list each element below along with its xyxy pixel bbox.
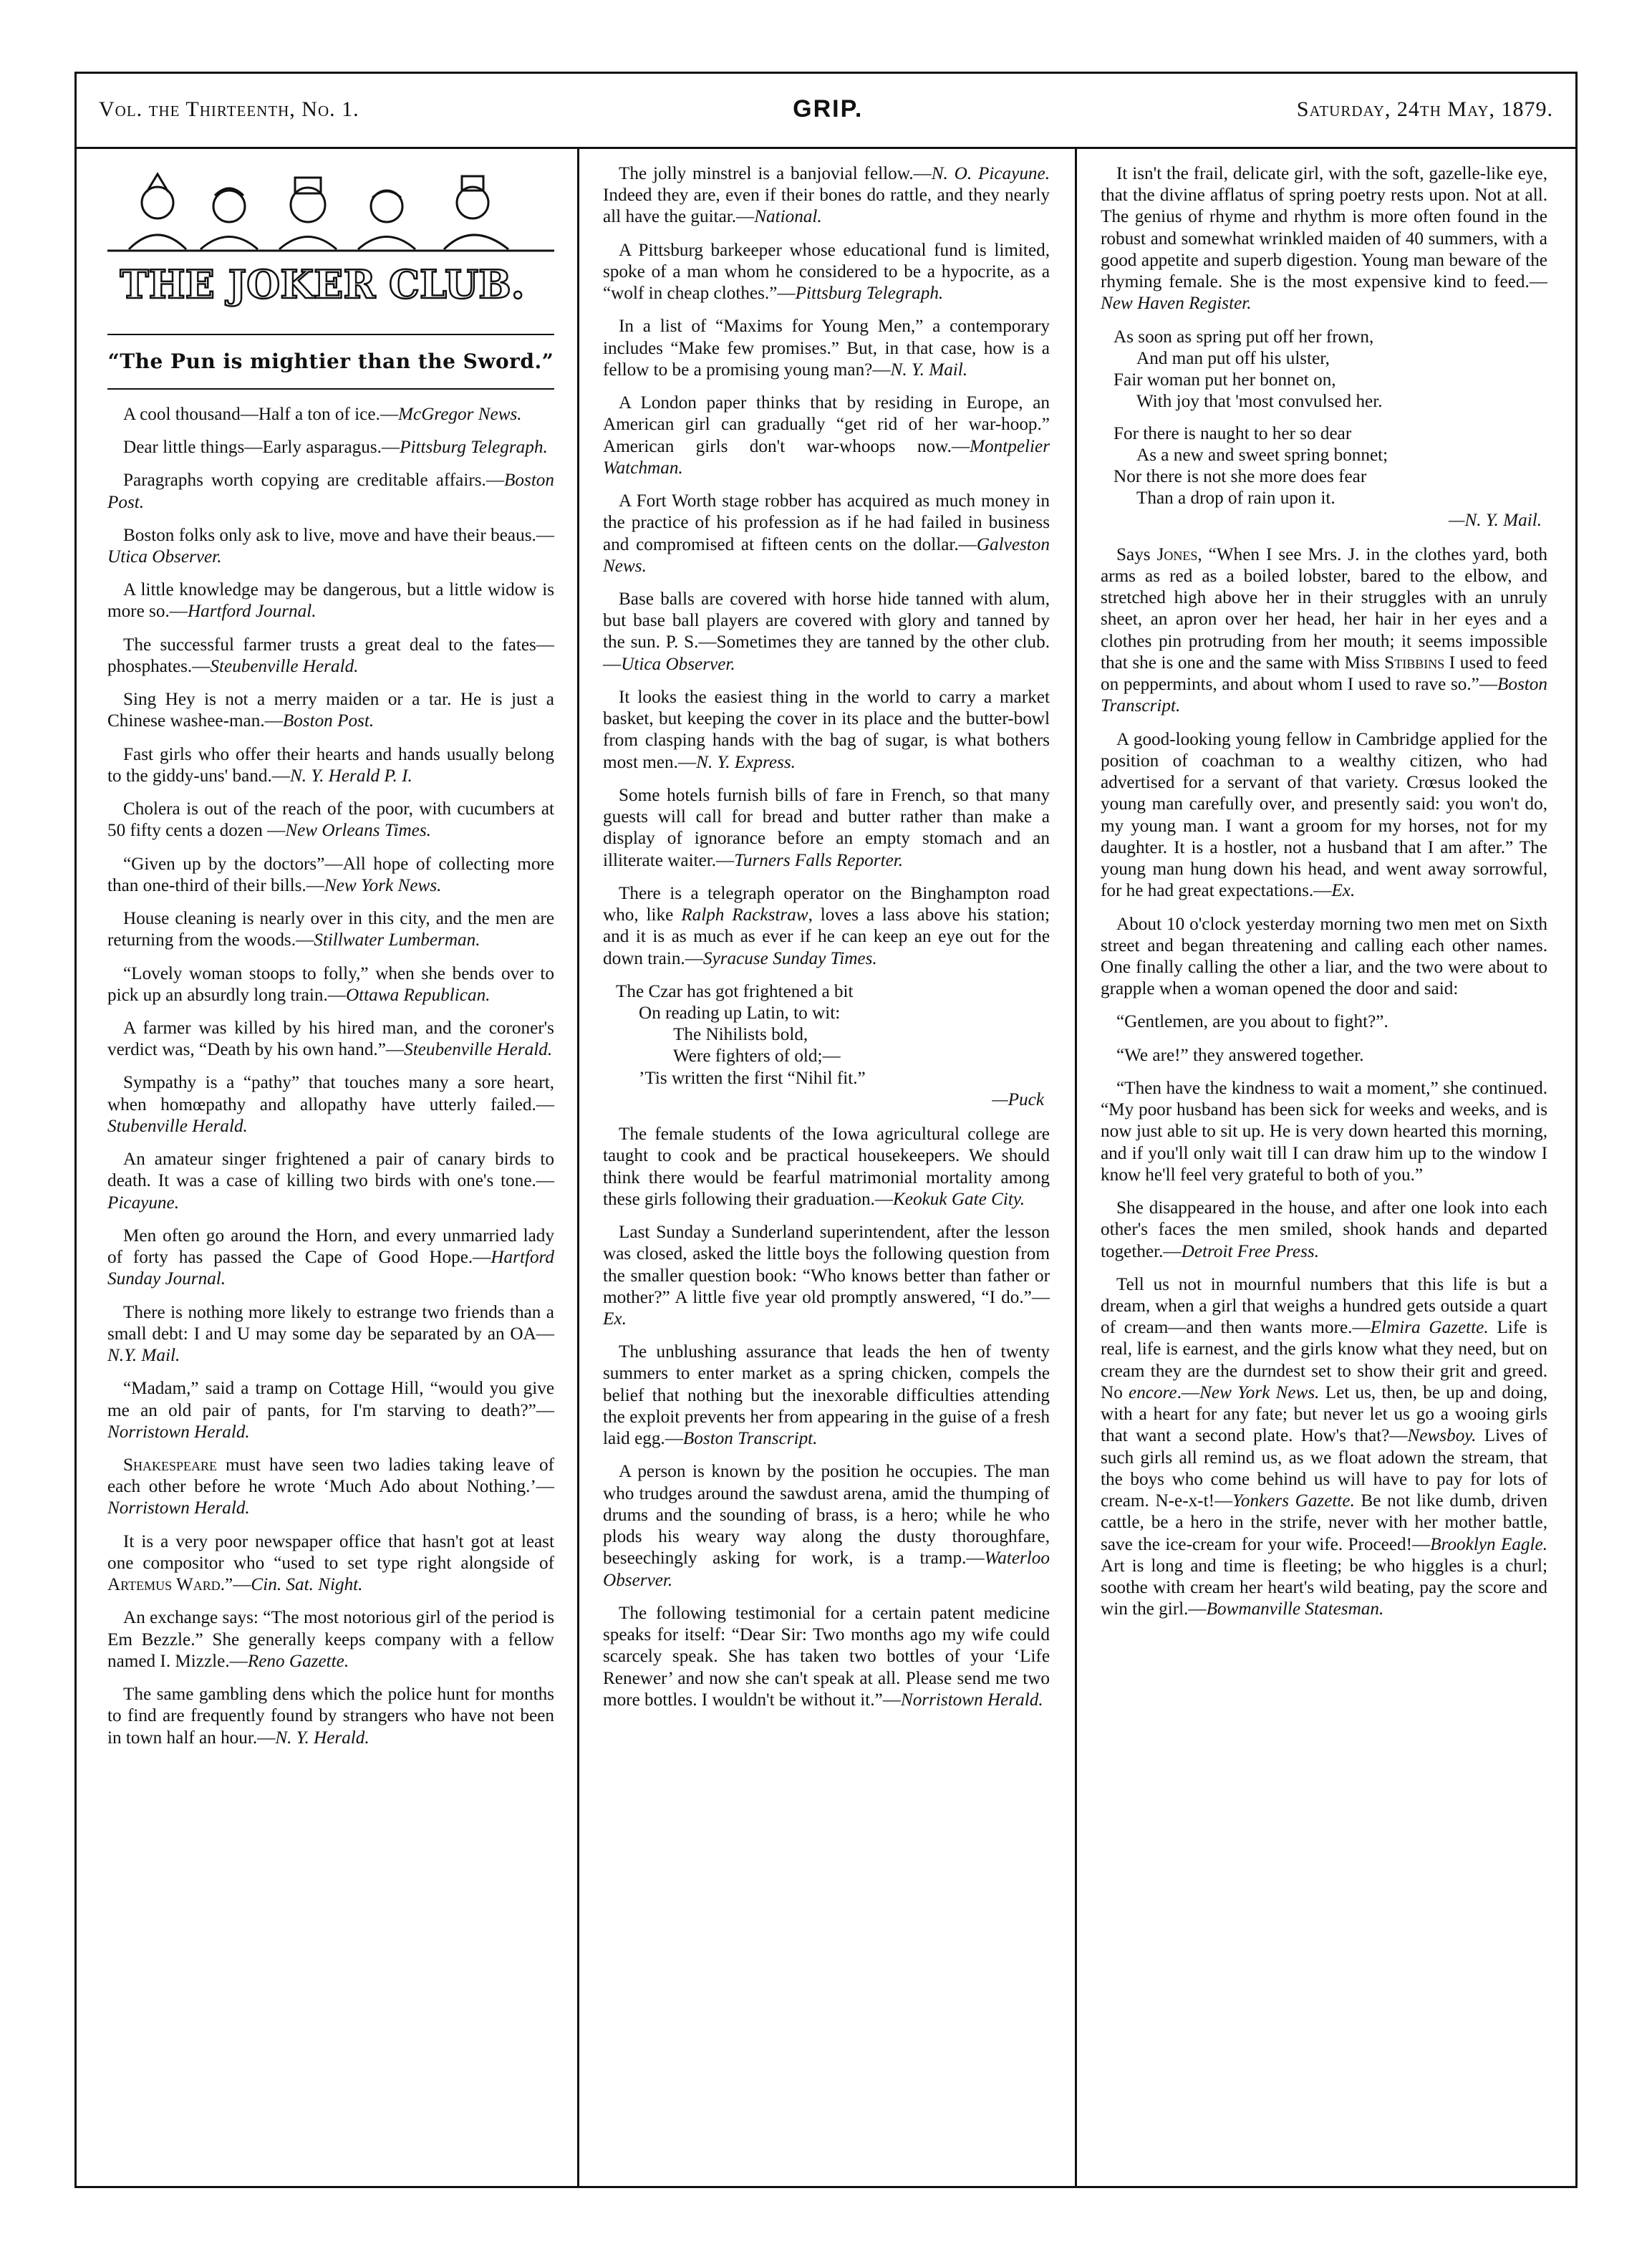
item-sunday-school: Last Sunday a Sunderland superintendent, after the lesson was closed, asked the little boys the following question from the smaller question book: “Who knows better than father or mother?” A little five year old promptly answered, “I do.”—Ex. <box>603 1223 1050 1329</box>
item-sympathy: Sympathy is a “pathy” that touches many a sore heart, when homœpathy and allopathy have utterly failed.—Stubenville Herald. <box>107 1073 554 1136</box>
item-mournful-numbers: Tell us not in mournful numbers that this life is but a dream, when a girl that weighs a hundred gets outside a quart of cream—and then wants more.—Elmira Gazette. Life is real, life is earnest, and the girls know what they need, but on cream they are the durndest set to show their grit and greed. No encore.—New York News. Let us, then, be up and doing, with a heart for any fate; but never let us go a wooing girls that want a second plate. How's that?—Newsboy. Lives of such girls all remind us, as we float adown the stream, that the boys who come behind us will have to pay for lots of cream. N-e-x-t!—Yonkers Gazette. Be not like dumb, driven cattle, be a hero in the strife, never with her mother battle, save the ice-cream for your wife. Proceed!—Brooklyn Eagle. Art is long and time is fleeting; be who higgles is a churl; soothe with cream her heart's wild beating, pay the score and win the girl.—Bowmanville Statesman. <box>1101 1274 1547 1619</box>
item-stage-robber: A Fort Worth stage robber has acquired as much money in the practice of his profession as if he had failed in business and compromised at fifteen cents on the dollar.—Galveston News. <box>603 491 1050 576</box>
item-compositor: It is a very poor newspaper office that hasn't got at least one compositor who “used to set type right alongside of Artemus Ward.”—Cin. Sat. Night. <box>107 1531 554 1595</box>
item-minstrel: The jolly minstrel is a banjovial fellow.—N. O. Picayune. Indeed they are, even if their bones do rattle, and they nearly all have the guitar.—National. <box>603 164 1050 227</box>
item-hen: The unblushing assurance that leads the hen of twenty summers to enter market as a spring chicken, compels the belief that nothing but the inexorable difficulties attending the exploit prevents her from appearing in the guise of a fresh laid egg.—Boston Transcript. <box>603 1342 1050 1449</box>
column-rule-1 <box>577 149 579 2188</box>
masthead <box>74 72 1578 149</box>
column-3 <box>1101 163 1547 1632</box>
item-bills-of-fare: Some hotels furnish bills of fare in French, so that many guests will call for bread and butter rather than make a display of ignorance before an empty stomach and an illiterate waiter.—Turners Falls Reporter. <box>603 785 1050 870</box>
logo-title: THE JOKER CLUB. <box>120 261 525 307</box>
item-lovely-woman: “Lovely woman stoops to folly,” when she bends over to pick up an absurdly long train.—Ottawa Republican. <box>107 963 554 1005</box>
joker-club-logo <box>107 163 554 328</box>
item-coachman: A good-looking young fellow in Cambridge applied for the position of coachman to a wealthy citizen, who had advertised for a servant of that variety. Crœsus looked the young man carefully over, and presently said: you won't do, my young man. I want a groom for my horses, not for my daughter. It is a hostler, not a husband that I am after.” The young man hung down his head, and went away sorrowful, for he had great expectations.—Ex. <box>1101 729 1547 901</box>
volume-number: Vol. the Thirteenth, No. 1. <box>99 97 359 121</box>
motto-rule-bottom <box>107 388 554 390</box>
item-boston-folks: Boston folks only ask to live, move and have their beaus.—Utica Observer. <box>107 525 554 567</box>
item-farmer-killed: A farmer was killed by his hired man, and the coroner's verdict was, “Death by his own hand.”—Steubenville Herald. <box>107 1018 554 1060</box>
motto: “The Pun is mightier than the Sword.” <box>107 350 554 374</box>
item-kindness: “Then have the kindness to wait a moment,” she continued. “My poor husband has been sick for weeks and weeks, and is now just able to sit up. He is very down hearted this morning, and if you'll only wait till I can draw him up to the window I know he'll feel very grateful to both of you.” <box>1101 1078 1547 1185</box>
item-war-hoop: A London paper thinks that by residing in Europe, an American girl can gradually “get rid of her war-hoop.” American girls don't war-whoops now.—Montpelier Watchman. <box>603 393 1050 478</box>
item-position: A person is known by the position he occupies. The man who trudges around the sawdust arena, amid the thumping of drums and the sounding of brass, is a hero; while he who plods his weary way along the dusty thoroughfare, beseechingly asking for work, is a tramp.—Waterloo Observer. <box>603 1462 1050 1590</box>
item-paragraphs: Paragraphs worth copying are creditable affairs.—Boston Post. <box>107 471 554 512</box>
item-farmer-fates: The successful farmer trusts a great deal to the fates—phosphates.—Steubenville Herald. <box>107 635 554 676</box>
item-asparagus: Dear little things—Early asparagus.—Pittsburg Telegraph. <box>123 438 548 458</box>
item-base-balls: Base balls are covered with horse hide tanned with alum, but base ball players are covered with glory and tanned by the sun. P. S.—Sometimes they are tanned by the other club.—Utica Observer. <box>603 589 1050 674</box>
column-1 <box>107 163 554 1761</box>
item-fast-girls: Fast girls who offer their hearts and hands usually belong to the giddy-uns' band.—N. Y. Herald P. I. <box>107 744 554 786</box>
item-market-basket: It looks the easiest thing in the world to carry a market basket, but keeping the cover in its place and the butter-bowl from clasping hands with the bag of sugar, is what bothers most men.—N. Y. Express. <box>603 687 1050 772</box>
item-shakespeare: Shakespeare must have seen two ladies taking leave of each other before he wrote ‘Much Ado about Nothing.’—Norristown Herald. <box>107 1455 554 1518</box>
item-cape-of-good-hope: Men often go around the Horn, and every unmarried lady of forty has passed the Cape of Good Hope.—Hartford Sunday Journal. <box>107 1225 554 1289</box>
poem-czar: The Czar has got frightened a bit On reading up Latin, to wit: The Nihilists bold, Were fighters of old;— ’Tis written the first “Nihil fit.” —Puck <box>616 981 1044 1109</box>
item-small-debt: There is nothing more likely to estrange two friends than a small debt: I and U may some day be separated by an OA—N.Y. Mail. <box>107 1302 554 1366</box>
item-barkeeper: A Pittsburg barkeeper whose educational fund is limited, spoke of a man whom he considered to be a hypocrite, as a “wolf in cheap clothes.”—Pittsburg Telegraph. <box>603 240 1050 304</box>
publication-title: GRIP. <box>793 95 864 122</box>
item-rhyming-female: It isn't the frail, delicate girl, with the soft, gazelle-like eye, that the divine afflatus of spring poetry rests upon. Not at all. The genius of rhyme and rhythm is more often found in the robust and somewhat wrinkled maiden of 40 summers, with a good appetite and superb digestion. Young man beware of the rhyming female. She is the most expensive kind to feed.—New Haven Register. <box>1101 164 1547 314</box>
item-amateur-singer: An amateur singer frightened a pair of canary birds to death. It was a case of killing two birds with one's tone.—Picayune. <box>107 1150 554 1213</box>
column-2 <box>603 163 1050 1723</box>
item-ice: A cool thousand—Half a ton of ice.—McGregor News. <box>123 404 522 424</box>
motto-rule-top <box>107 334 554 335</box>
item-we-are: “We are!” they answered together. <box>1116 1045 1364 1065</box>
item-sing-hey: Sing Hey is not a merry maiden or a tar. He is just a Chinese washee-man.—Boston Post. <box>107 690 554 731</box>
item-cholera: Cholera is out of the reach of the poor, with cucumbers at 50 fifty cents a dozen —New Orleans Times. <box>107 799 554 841</box>
item-em-bezzle: An exchange says: “The most notorious girl of the period is Em Bezzle.” She generally keeps company with a fellow named I. Mizzle.—Reno Gazette. <box>107 1608 554 1671</box>
item-disappeared: She disappeared in the house, and after one look into each other's faces the men smiled, shook hands and departed together.—Detroit Free Press. <box>1101 1198 1547 1261</box>
item-two-men: About 10 o'clock yesterday morning two men met on Sixth street and began threatening and calling each other names. One finally calling the other a liar, and the two were about to grapple when a woman opened the door and said: <box>1101 914 1547 999</box>
item-doctors: “Given up by the doctors”—All hope of collecting more than one-third of their bills.—New York News. <box>107 854 554 895</box>
item-maxims: In a list of “Maxims for Young Men,” a contemporary includes “Make few promises.” But, in that case, how is a fellow to be a promising young man?—N. Y. Mail. <box>603 317 1050 380</box>
issue-date: Saturday, 24th May, 1879. <box>1296 97 1553 121</box>
poem-spring-bonnet: As soon as spring put off her frown, And man put off his ulster, Fair woman put her bonnet on, With joy that 'most convulsed her. For there is naught to her so dear As a new and sweet spring bonnet; Nor there is not she more does fear Than a drop of rain upon it. —N. Y. Mail. <box>1114 327 1542 530</box>
item-about-to-fight: “Gentlemen, are you about to fight?”. <box>1116 1012 1388 1032</box>
item-house-cleaning: House cleaning is nearly over in this city, and the men are returning from the woods.—Stillwater Lumberman. <box>107 909 554 950</box>
column-rule-2 <box>1075 149 1077 2188</box>
item-iowa-students: The female students of the Iowa agricultural college are taught to cook and be practical housekeepers. We should think there would be fearful matrimonial mortality among these girls following their graduation.—Keokuk Gate City. <box>603 1124 1050 1209</box>
item-little-widow: A little knowledge may be dangerous, but a little widow is more so.—Hartford Journal. <box>107 580 554 622</box>
item-testimonial: The following testimonial for a certain patent medicine speaks for itself: “Dear Sir: Two months ago my wife could scarcely speak. She has taken two bottles of your ‘Life Renewer’ and now she can't speak at all. Please send me two more bottles. I wouldn't be without it.”—Norristown Herald. <box>603 1603 1050 1710</box>
item-jones: Says Jones, “When I see Mrs. J. in the clothes yard, both arms as red as a boiled lobster, bared to the elbow, and stretched high above her in their struggles with an unruly sheet, an apron over her head, her hair in her eyes and a clothes pin protruding from her mouth; it seems impossible that she is one and the same with Miss Stibbins I used to feed on peppermints, and about whom I used to rave so.”—Boston Transcript. <box>1101 544 1547 716</box>
item-tramp-pants: “Madam,” said a tramp on Cottage Hill, “would you give me an old pair of pants, for I'm starving to death?”—Norristown Herald. <box>107 1379 554 1442</box>
item-telegraph-operator: There is a telegraph operator on the Binghampton road who, like Ralph Rackstraw, loves a lass above his station; and it is as much as ever if he can keep an eye out for the down train.—Syracuse Sunday Times. <box>603 883 1050 968</box>
item-gambling-dens: The same gambling dens which the police hunt for months to find are frequently found by strangers who have not been in town half an hour.—N. Y. Herald. <box>107 1685 554 1748</box>
